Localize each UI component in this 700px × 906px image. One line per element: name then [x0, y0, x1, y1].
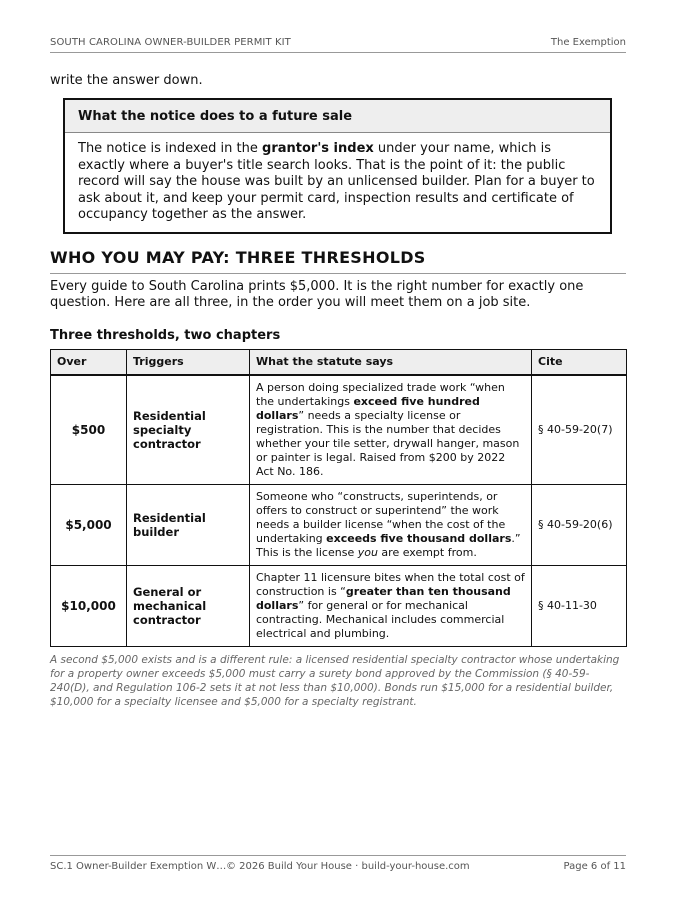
trigger-label: Residential specialty contractor: [127, 375, 250, 485]
header-kit-title: SOUTH CAROLINA OWNER-BUILDER PERMIT KIT: [50, 37, 291, 48]
column-header-triggers: Triggers: [127, 349, 250, 375]
notice-title: What the notice does to a future sale: [65, 100, 610, 133]
column-header-cite: Cite: [532, 349, 627, 375]
statute-text: [250, 375, 532, 485]
page-footer: [50, 855, 626, 876]
statute-cite: § 40-11-30: [532, 565, 627, 646]
header-chapter-title: The Exemption: [550, 37, 626, 48]
statute-text-b: .” This is the license: [256, 531, 521, 559]
column-header-statute: What the statute says: [250, 349, 532, 375]
trigger-label: Residential builder: [127, 484, 250, 565]
section-intro: Every guide to South Carolina prints $5,000. It is the right number for exactly one question. Here are all three, in the order you will meet them on a job site.: [50, 278, 584, 310]
table-row: [51, 375, 627, 485]
table-row: [51, 484, 627, 565]
footer-document-title: SC.1 Owner-Builder Exemption W…: [50, 861, 227, 872]
notice-body-bold: grantor's index: [262, 141, 374, 156]
statute-text-b: ” for general or for mechanical contracting. Mechanical includes commercial electrical and plumbing.: [256, 598, 505, 640]
lead-in-text: write the answer down.: [50, 73, 203, 88]
threshold-amount: $10,000: [51, 565, 127, 646]
statute-cite: § 40-59-20(7): [532, 375, 627, 485]
page-header: [50, 36, 626, 53]
statute-text-bold: greater than ten thousand dollars: [256, 584, 511, 612]
statute-text-a: A person doing specialized trade work “when the undertakings: [256, 380, 505, 408]
thresholds-table: [50, 349, 627, 647]
threshold-amount: $5,000: [51, 484, 127, 565]
threshold-amount: $500: [51, 375, 127, 485]
statute-cite: § 40-59-20(6): [532, 484, 627, 565]
table-header-row: [51, 349, 627, 375]
statute-text-bold: exceed five hundred dollars: [256, 394, 480, 422]
notice-body-before: The notice is indexed in the: [78, 141, 263, 156]
statute-text-a: Chapter 11 licensure bites when the total cost of construction is “: [256, 570, 525, 598]
table-row: [51, 565, 627, 646]
page-content: [50, 72, 626, 709]
statute-text-c: are exempt from.: [377, 545, 477, 559]
statute-text: [250, 565, 532, 646]
statute-text: [250, 484, 532, 565]
table-title: Three thresholds, two chapters: [50, 327, 281, 343]
table-footnote: A second $5,000 exists and is a different rule: a licensed residential specialty contractor whose undertaking for a property owner exceeds $5,000 must carry a surety bond approved by the Commission (§ 40-59-240(D), and Regulation 106-2 sets it at not less than $10,000). Bonds run $15,000 for a residential builder, $10,000 for a specialty licensee and $5,000 for a specialty registrant.: [50, 653, 620, 708]
footer-page-number: Page 6 of 11: [563, 861, 626, 872]
statute-text-bold: exceeds five thousand dollars: [326, 531, 512, 545]
footer-copyright: © 2026 Build Your House · build-your-house.com: [226, 861, 470, 872]
notice-body: [65, 133, 610, 232]
statute-text-emphasis: you: [357, 545, 378, 559]
notice-body-after: under your name, which is exactly where a buyer's title search looks. That is the point of it: the public record will say the house was built by an unlicensed builder. Plan for a buyer to ask about it, and keep your permit card, inspection results and certificate of occupancy together as the answer.: [78, 141, 595, 222]
section-heading: WHO YOU MAY PAY: THREE THRESHOLDS: [50, 248, 626, 274]
notice-callout: [63, 98, 612, 234]
trigger-label: General or mechanical contractor: [127, 565, 250, 646]
statute-text-b: ” needs a specialty license or registration. This is the number that decides whether your tile setter, drywall hanger, mason or painter is legal. Raised from $200 by 2022 Act No. 186.: [256, 408, 520, 478]
column-header-over: Over: [51, 349, 127, 375]
statute-text-a: Someone who “constructs, superintends, or offers to construct or superintend” the work needs a builder license “when the cost of the undertaking: [256, 489, 506, 545]
